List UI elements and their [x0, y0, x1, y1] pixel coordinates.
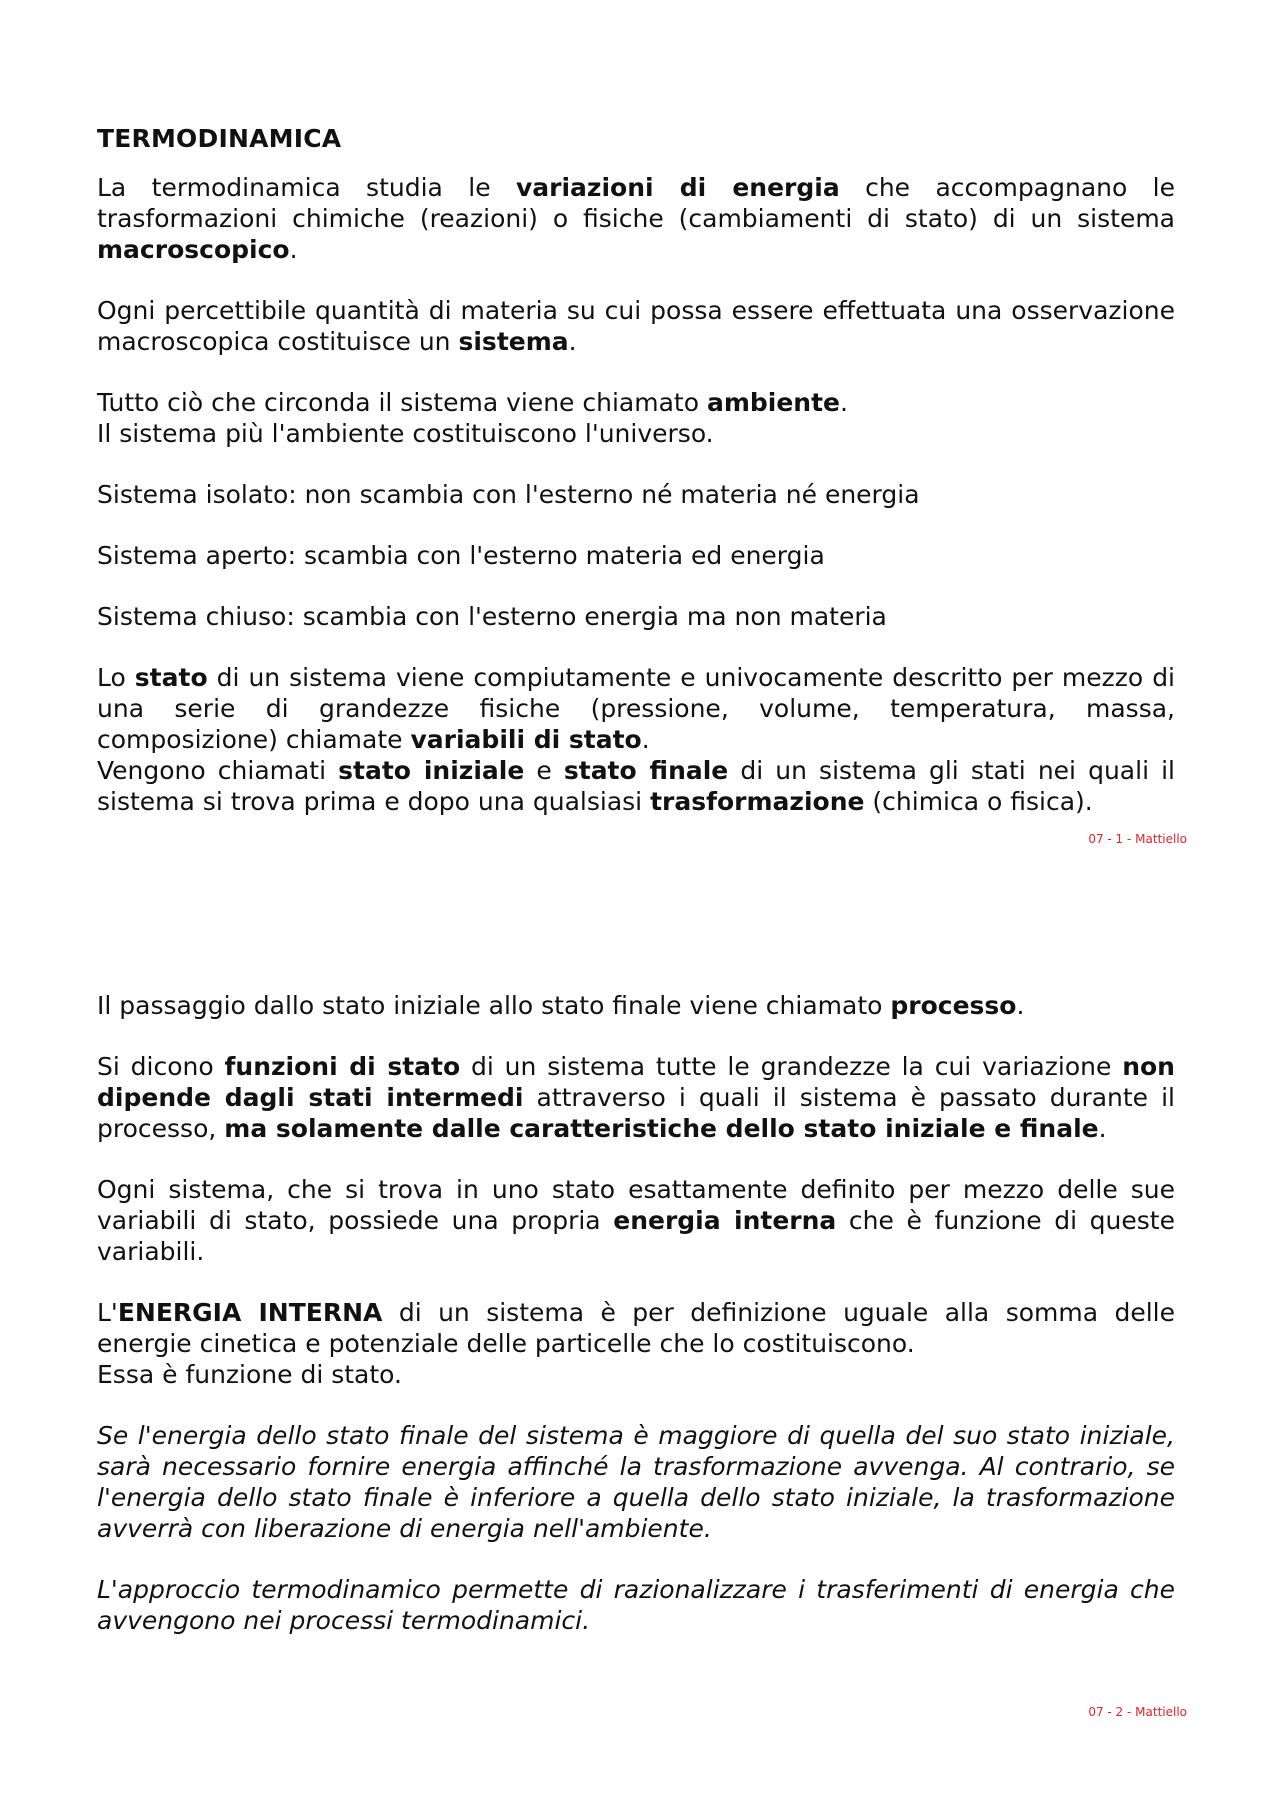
text: L' [97, 1298, 118, 1327]
text: di un sistema viene compiutamente e univocamente descritto per mezzo di una serie di grandezze fisiche (pressione, volume, temperatura, massa, composizione) chiamate [97, 663, 1176, 754]
bold-text: variazioni di energia [515, 173, 840, 202]
text: attraverso i quali il sistema è passato durante il processo, [97, 1083, 1175, 1143]
bold-text: trasformazione [650, 787, 865, 816]
bold-text: processo [890, 991, 1017, 1020]
text: Vengono chiamati [97, 756, 339, 785]
bold-text: variabili di stato [410, 725, 642, 754]
text: Essa è funzione di stato. [97, 1360, 402, 1389]
text: e [524, 756, 564, 785]
bold-text: ENERGIA INTERNA [117, 1298, 383, 1327]
text: . [1016, 991, 1025, 1020]
paragraph-termodinamica-definition [97, 172, 1175, 265]
paragraph-funzioni-di-stato [97, 1051, 1175, 1144]
paragraph-stato-iniziale-finale [97, 755, 1175, 817]
paragraph-ambiente-definition [97, 387, 1175, 449]
page-1-content [97, 124, 1175, 817]
text: . [568, 327, 577, 356]
bold-text: stato [134, 663, 208, 692]
paragraph-sistema-chiuso: Sistema chiuso: scambia con l'esterno energia ma non materia [97, 602, 887, 631]
text: di un sistema tutte le grandezze la cui variazione [460, 1052, 1123, 1081]
text: Ogni percettibile quantità di materia su cui possa essere effettuata una osservazione macroscopica costituisce un [97, 296, 1175, 356]
text: che è funzione di queste variabili. [97, 1206, 1175, 1266]
page-2-content [97, 990, 1175, 1666]
text: . [840, 388, 848, 417]
page-title: TERMODINAMICA [97, 124, 342, 153]
paragraph-energia-interna-definition [97, 1297, 1175, 1390]
bold-text: stato iniziale [338, 756, 525, 785]
text: Il passaggio dallo stato iniziale allo stato finale viene chiamato [97, 991, 891, 1020]
bold-text: energia interna [613, 1206, 837, 1235]
text: che accompagnano le trasformazioni chimiche (reazioni) o fisiche (cambiamenti di stato) di un sistema [97, 173, 1175, 233]
paragraph-energia-interna-intro [97, 1174, 1175, 1267]
paragraph-sistema-isolato: Sistema isolato: non scambia con l'esterno né materia né energia [97, 480, 920, 509]
text: di un sistema è per definizione uguale alla somma delle energie cinetica e potenziale delle particelle che lo costituiscono. [97, 1298, 1175, 1358]
text: Si dicono [97, 1052, 225, 1081]
bold-text: macroscopico [97, 235, 290, 264]
bold-text: ma solamente dalle caratteristiche dello stato iniziale e finale [224, 1114, 1099, 1143]
bold-text: ambiente [706, 388, 841, 417]
bold-text: stato finale [563, 756, 729, 785]
text: Tutto ciò che circonda il sistema viene chiamato [97, 388, 707, 417]
bold-text: sistema [458, 327, 569, 356]
text: di un sistema gli stati nei quali il sistema si trova prima e dopo una qualsiasi [97, 756, 1175, 816]
text: Ogni sistema, che si trova in uno stato esattamente definito per mezzo delle sue variabili di stato, possiede una propria [97, 1175, 1175, 1235]
text: . [1098, 1114, 1107, 1143]
text: Lo [97, 663, 135, 692]
text: (chimica o fisica). [864, 787, 1093, 816]
paragraph-sistema-definition [97, 295, 1175, 357]
paragraph-energia-confronto: Se l'energia dello stato finale del sistema è maggiore di quella del suo stato iniziale, sarà necessario fornire energia affinché la trasformazione avvenga. Al contrario, se l'energia dello stato finale è inferiore a quella dello stato iniziale, la trasformazione avverrà con liberazione di energia nell'ambiente. [97, 1421, 1175, 1543]
paragraph-processo-definition [97, 990, 1175, 1021]
paragraph-stato-definition [97, 662, 1175, 755]
text: . [289, 235, 298, 264]
page-footer: 07 - 1 - Mattiello [1088, 832, 1187, 846]
page-footer: 07 - 2 - Mattiello [1088, 1705, 1187, 1719]
text: La termodinamica studia le [97, 173, 516, 202]
paragraph-approccio-termodinamico: L'approccio termodinamico permette di razionalizzare i trasferimenti di energia che avvengono nei processi termodinamici. [97, 1575, 1175, 1635]
text: Il sistema più l'ambiente costituiscono l'universo. [97, 419, 714, 448]
bold-text: funzioni di stato [224, 1052, 461, 1081]
paragraph-sistema-aperto: Sistema aperto: scambia con l'esterno materia ed energia [97, 541, 825, 570]
text: . [641, 725, 650, 754]
bold-text: non dipende dagli stati intermedi [97, 1052, 1175, 1112]
